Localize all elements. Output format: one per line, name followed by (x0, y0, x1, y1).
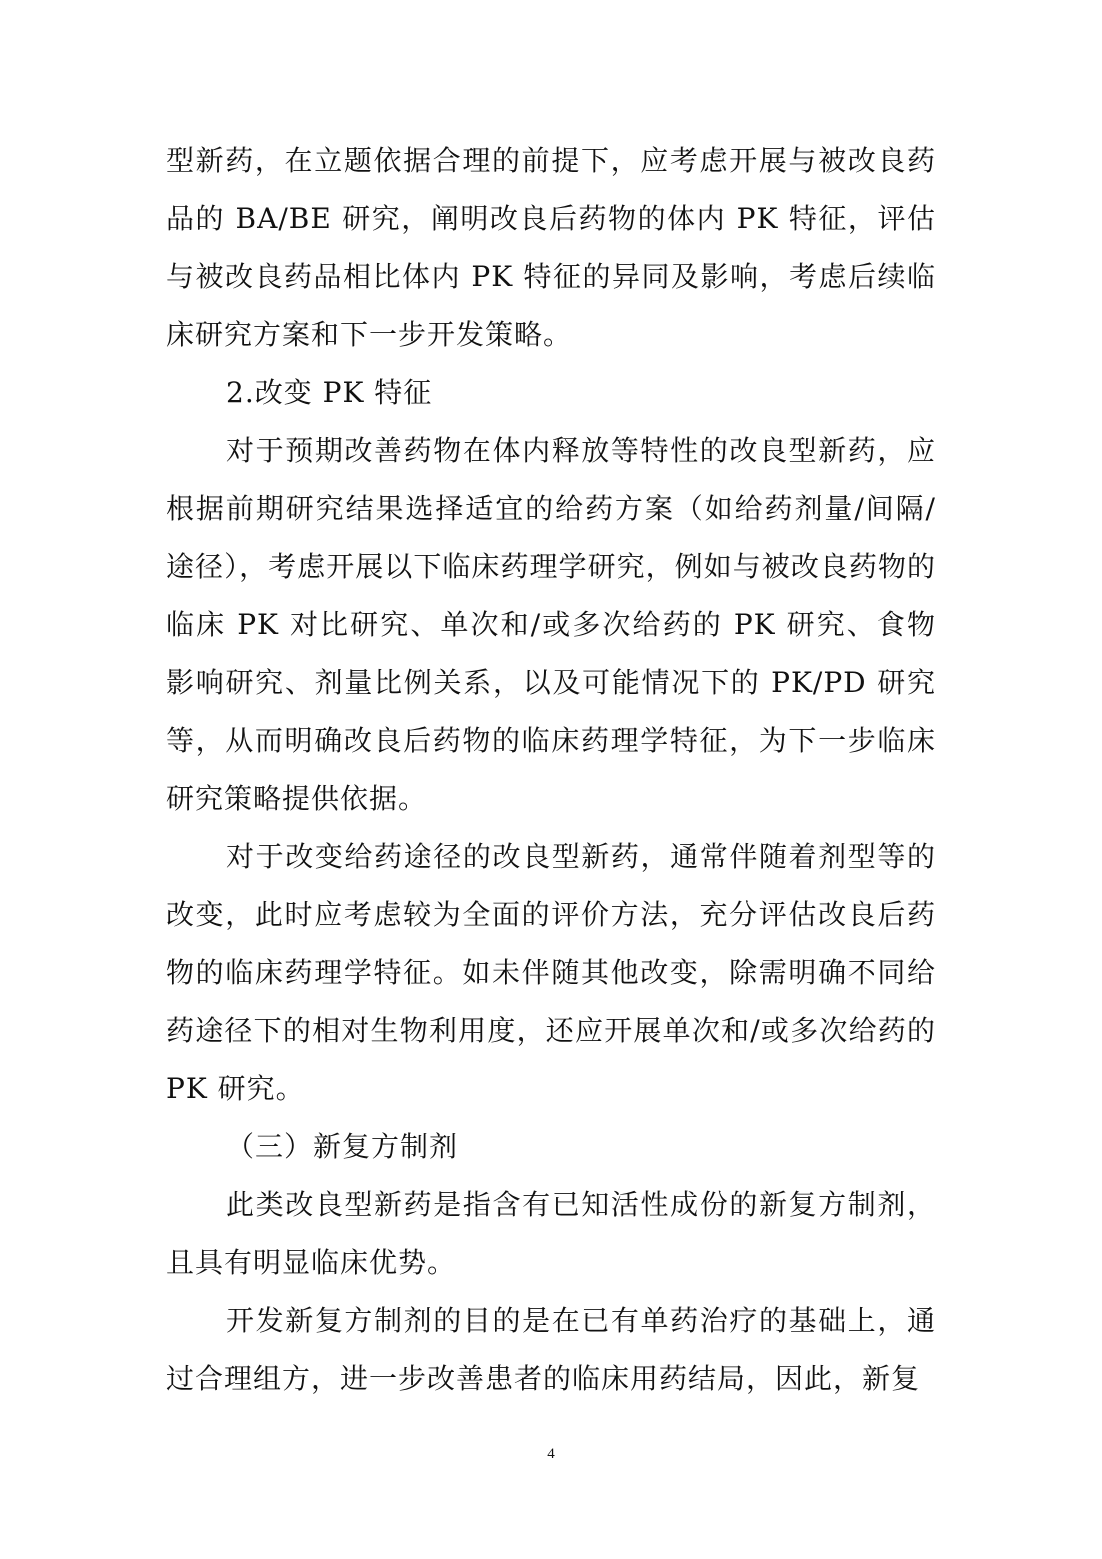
section-heading-new-compound: （三）新复方制剂 (226, 1130, 459, 1163)
subheading-change-pk: 2.改变 PK 特征 (226, 376, 433, 409)
paragraph-compound-definition: 此类改良型新药是指含有已知活性成份的新复方制剂，且具有明显临床优势。 (166, 1188, 936, 1279)
paragraph-route-change: 对于改变给药途径的改良型新药，通常伴随着剂型等的改变，此时应考虑较为全面的评价方法，充分评估改良后药物的临床药理学特征。如未伴随其他改变，除需明确不同给药途径下的相对生物利用度，还应开展单次和/或多次给药的 PK 研究。 (166, 840, 936, 1105)
paragraph-compound-purpose: 开发新复方制剂的目的是在已有单药治疗的基础上，通过合理组方，进一步改善患者的临床用药结局，因此，新复 (166, 1304, 936, 1395)
page-number: 4 (547, 1446, 555, 1462)
paragraph-release-properties: 对于预期改善药物在体内释放等特性的改良型新药，应根据前期研究结果选择适宜的给药方案（如给药剂量/间隔/途径），考虑开展以下临床药理学研究，例如与被改良药物的临床 PK 对比研究、单次和/或多次给药的 PK 研究、食物影响研究、剂量比例关系，以及可能情况下的 PK/PD 研究等，从而明确改良后药物的临床药理学特征，为下一步临床研究策略提供依据。 (166, 434, 936, 815)
paragraph-continued: 型新药，在立题依据合理的前提下，应考虑开展与被改良药品的 BA/BE 研究，阐明改良后药物的体内 PK 特征，评估与被改良药品相比体内 PK 特征的异同及影响，考虑后续临床研究方案和下一步开发策略。 (166, 144, 936, 351)
document-body (166, 132, 936, 1408)
